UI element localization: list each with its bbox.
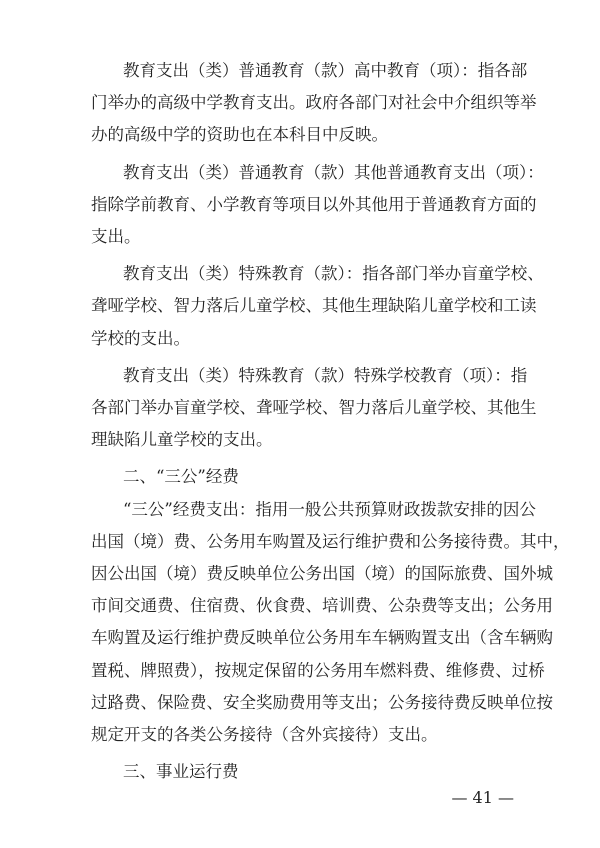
paragraph-line: 门举办的高级中学教育支出。政府各部门对社会中介组织等举 (91, 93, 537, 113)
page-number: — 41 — (451, 788, 514, 807)
paragraph-line: 出国（境）费、公务用车购置及运行维护费和公务接待费。其中， (91, 531, 570, 551)
paragraph-line: 指除学前教育、小学教育等项目以外其他用于普通教育方面的 (91, 194, 537, 214)
paragraph-line: 支出。 (91, 227, 141, 246)
paragraph-line: 因公出国（境）费反映单位公务出国（境）的国际旅费、国外城 (91, 564, 553, 583)
paragraph-line: 理缺陷儿童学校的支出。 (91, 430, 273, 450)
paragraph-line: 各部门举办盲童学校、聋哑学校、智力落后儿童学校、其他生 (91, 398, 537, 417)
paragraph-line: 过路费、保险费、安全奖励费用等支出；公务接待费反映单位按 (91, 692, 553, 712)
paragraph-line: 教育支出（类）特殊教育（款）：指各部门举办盲童学校、 (123, 264, 544, 284)
paragraph-line: 教育支出（类）普通教育（款）高中教育（项）：指各部 (123, 61, 528, 80)
paragraph-line: “三公”经费支出：指用一般公共预算财政拨款安排的因公 (123, 499, 536, 519)
paragraph-line: 教育支出（类）普通教育（款）其他普通教育支出（项）： (123, 162, 544, 182)
paragraph-line: 聋哑学校、智力落后儿童学校、其他生理缺陷儿童学校和工读 (91, 296, 537, 316)
paragraph-line: 市间交通费、住宿费、伙食费、培训费、公杂费等支出；公务用 (91, 596, 553, 616)
paragraph-line: 学校的支出。 (91, 328, 190, 348)
paragraph-line: 置税、牌照费），按规定保留的公务用车燃料费、维修费、过桥 (91, 660, 545, 680)
paragraph-line: 教育支出（类）特殊教育（款）特殊学校教育（项）：指 (123, 365, 528, 385)
paragraph-line: 车购置及运行维护费反映单位公务用车车辆购置支出（含车辆购 (91, 628, 553, 648)
section-heading: 二、“三公”经费 (123, 467, 239, 487)
paragraph-line: 办的高级中学的资助也在本科目中反映。 (91, 125, 388, 145)
section-heading: 三、事业运行费 (123, 762, 239, 782)
paragraph-line: 规定开支的各类公务接待（含外宾接待）支出。 (91, 725, 438, 744)
